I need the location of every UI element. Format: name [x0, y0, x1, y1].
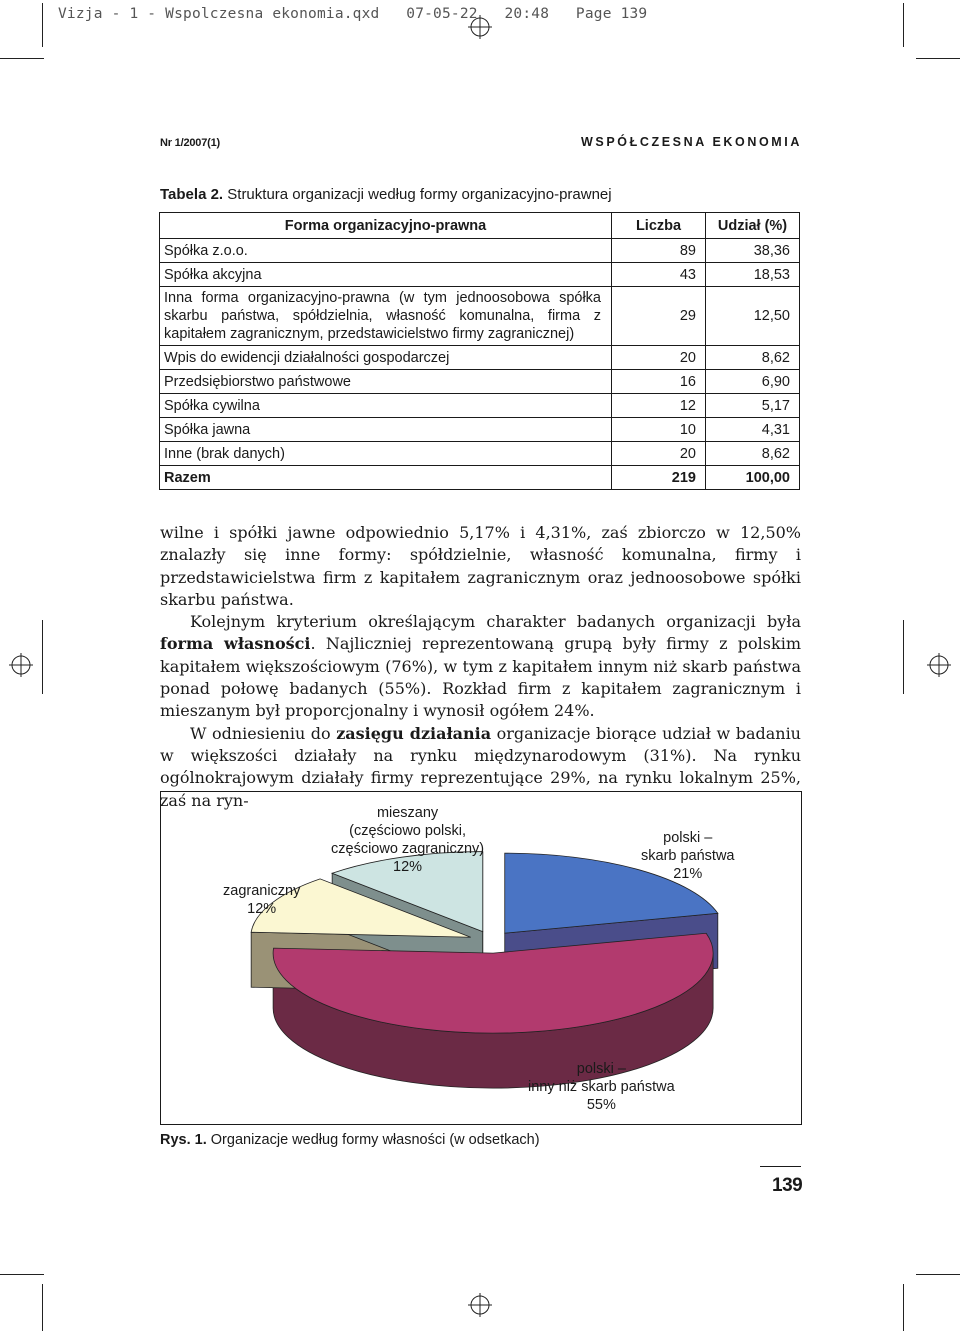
table-cell: Spółka jawna [160, 418, 612, 442]
label-line: inny niż skarb państwa [528, 1079, 675, 1095]
table-title: Struktura organizacji według formy organizacyjno-prawnej [227, 186, 612, 203]
crop-mark [42, 1284, 43, 1331]
table-row [160, 263, 800, 287]
table-cell: 18,53 [706, 263, 800, 287]
table-cell: 8,62 [706, 442, 800, 466]
text-run: W odniesieniu do [190, 723, 337, 743]
label-line: 12% [247, 901, 277, 917]
table-row [160, 394, 800, 418]
label-line: częściowo zagraniczny) [331, 841, 485, 857]
registration-mark-icon [927, 653, 951, 677]
table-row [160, 346, 800, 370]
label-line: skarb państwa [641, 848, 735, 864]
table-cell: Spółka cywilna [160, 394, 612, 418]
table-cell: 38,36 [706, 239, 800, 263]
text-run: Kolejnym kryterium określającym charakter badanych organizacji była [190, 612, 801, 632]
issue-number: Nr 1/2007(1) [160, 137, 220, 149]
table-cell: 12 [612, 394, 706, 418]
label-line: 12% [393, 859, 423, 875]
table-cell: 6,90 [706, 370, 800, 394]
table-header-row [160, 213, 800, 239]
label-line: zagraniczny [223, 883, 301, 899]
table-total-row [160, 466, 800, 490]
table-cell: 16 [612, 370, 706, 394]
label-line: (częściowo polski, [349, 823, 466, 839]
journal-name: WSPÓŁCZESNA EKONOMIA [581, 135, 802, 149]
label-line: mieszany [376, 805, 439, 821]
paragraph: wilne i spółki jawne odpowiednio 5,17% i 4,31%, zaś zbiorczo w 12,50% znalazły się inne formy: spółdzielnie, własność komunalna, firmy i przedstawicielstwa firm z kapitałem zagranicznym oraz jednoosobowe spółki skarbu państwa. [160, 523, 801, 609]
table-row [160, 442, 800, 466]
table-cell: 20 [612, 442, 706, 466]
table-cell: 5,17 [706, 394, 800, 418]
table-cell: 100,00 [706, 466, 800, 490]
slice-label-mixed [331, 804, 484, 876]
table-caption [160, 186, 612, 203]
table-cell: 29 [612, 287, 706, 346]
emphasis: forma własności [160, 634, 311, 654]
table-row [160, 287, 800, 346]
crop-mark [903, 3, 904, 47]
column-header: Forma organizacyjno-prawna [160, 213, 612, 239]
table-row [160, 370, 800, 394]
table-cell: Inne (brak danych) [160, 442, 612, 466]
table-cell: Przedsiębiorstwo państwowe [160, 370, 612, 394]
crop-mark [42, 3, 43, 47]
body-text [160, 522, 801, 812]
table-cell: Spółka z.o.o. [160, 239, 612, 263]
crop-mark [903, 620, 904, 694]
table-cell: 4,31 [706, 418, 800, 442]
label-line: polski – [576, 1061, 626, 1077]
crop-mark [42, 620, 43, 694]
table-cell: 10 [612, 418, 706, 442]
slice-label-foreign [223, 882, 300, 918]
table-row [160, 239, 800, 263]
table-cell: Razem [160, 466, 612, 490]
column-header: Udział (%) [706, 213, 800, 239]
label-line: 55% [586, 1097, 616, 1113]
registration-mark-icon [468, 1293, 492, 1317]
ownership-structure-table [159, 212, 800, 490]
slice-label-private [528, 1060, 675, 1114]
table-row [160, 418, 800, 442]
table-label: Tabela 2. [160, 186, 224, 203]
registration-mark-icon [468, 15, 492, 39]
table-cell: 20 [612, 346, 706, 370]
table-cell: 43 [612, 263, 706, 287]
table-cell: Wpis do ewidencji działalności gospodarczej [160, 346, 612, 370]
crop-mark [0, 1274, 44, 1275]
table-cell: 89 [612, 239, 706, 263]
figure-title: Organizacje według formy własności (w odsetkach) [210, 1132, 540, 1148]
registration-mark-icon [9, 653, 33, 677]
crop-mark [0, 58, 44, 59]
text-run: organizacje biorące udział w badaniu w większości działały na rynku międzynarodowym (31%). Na rynku ogólnokrajowym działały firmy reprezentujące 29%, na rynku lokalnym 25%, zaś na ryn- [160, 723, 801, 810]
crop-mark [916, 1274, 960, 1275]
table-cell: 219 [612, 466, 706, 490]
crop-mark [903, 1284, 904, 1331]
slice-label-state [641, 829, 735, 883]
page-number-rule [760, 1166, 801, 1167]
table-cell: 8,62 [706, 346, 800, 370]
file-slug: Vizja - 1 - Wspolczesna ekonomia.qxd 07-05-22 20:48 Page 139 [58, 6, 648, 22]
figure-caption [160, 1132, 540, 1148]
table-cell: Inna forma organizacyjno-prawna (w tym jednoosobowa spółka skarbu państwa, spółdzielnia, własność komunalna, firma z kapitałem zagranicznym, przedstawicielstwo firmy zagranicznej) [160, 287, 612, 346]
figure-label: Rys. 1. [160, 1132, 207, 1148]
table-cell: 12,50 [706, 287, 800, 346]
text-run: . Najliczniej reprezentowaną grupą były firmy z polskim kapitałem większościowym (76%), w tym z kapitałem innym niż skarb państwa ponad połowę badanych (55%). Rozkład firm z kapitałem zagranicznym i mieszanym był proporcjonalny i wynosił ogółem 24%. [160, 634, 801, 721]
paragraph [160, 611, 801, 722]
column-header: Liczba [612, 213, 706, 239]
table-cell: Spółka akcyjna [160, 263, 612, 287]
page-number: 139 [772, 1175, 803, 1196]
crop-mark [916, 58, 960, 59]
label-line: 21% [673, 866, 703, 882]
ownership-pie-chart [160, 791, 802, 1125]
emphasis: zasięgu działania [336, 723, 492, 743]
label-line: polski – [663, 830, 713, 846]
